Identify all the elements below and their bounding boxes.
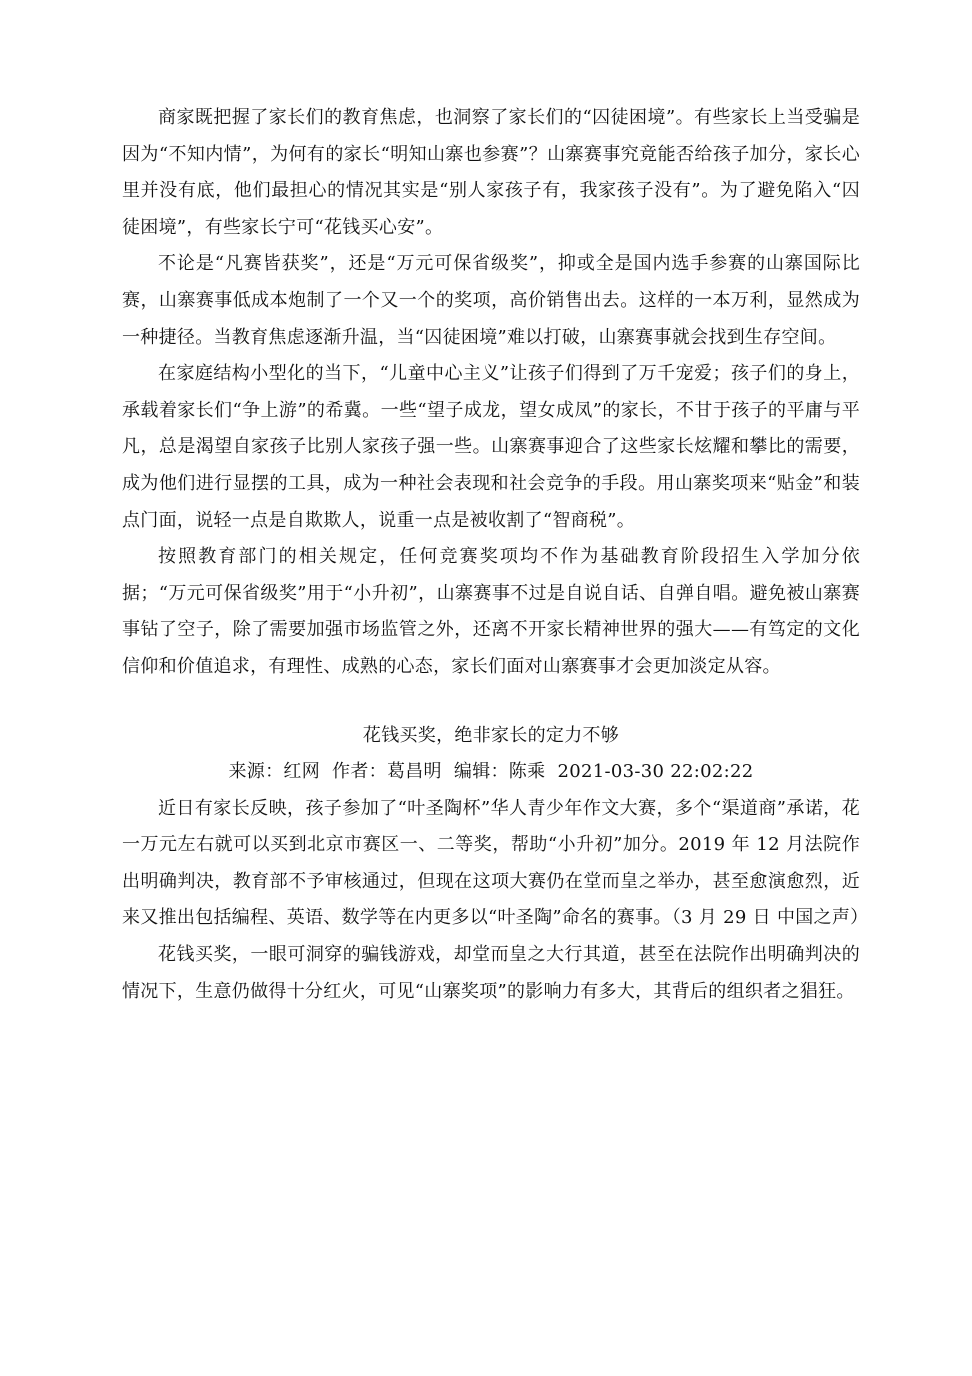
byline-sep <box>442 761 454 782</box>
byline-sep <box>545 761 557 782</box>
article-continuation <box>122 100 860 686</box>
section-gap <box>122 686 860 718</box>
paragraph-1: 商家既把握了家长们的教育焦虑，也洞察了家长们的“囚徒困境”。有些家长上当受骗是因为“不知内情”，为何有的家长“明知山寨也参赛”？山寨赛事究竟能否给孩子加分，家长心里并没有底，他们最担心的情况其实是“别人家孩子有，我家孩子没有”。为了避免陷入“囚徒困境”，有些家长宁可“花钱买心安”。 <box>122 107 860 238</box>
article-title: 花钱买奖，绝非家长的定力不够 <box>362 724 620 746</box>
byline-datetime: 2021-03-30 22:02:22 <box>557 761 754 783</box>
byline-editor: 编辑：陈乘 <box>453 761 546 783</box>
document-body <box>122 100 869 1010</box>
paragraph-2: 不论是“凡赛皆获奖”，还是“万元可保省级奖”，抑或全是国内选手参赛的山寨国际比赛，山寨赛事低成本炮制了一个又一个的奖项，高价销售出去。这样的一本万利，显然成为一种捷径。当教育焦虑逐渐升温，当“囚徒困境”难以打破，山寨赛事就会找到生存空间。 <box>122 253 860 348</box>
paragraph-6: 花钱买奖，一眼可洞穿的骗钱游戏，却堂而皇之大行其道，甚至在法院作出明确判决的情况下，生意仍做得十分红火，可见“山寨奖项”的影响力有多大，其背后的组织者之猖狂。 <box>122 944 860 1002</box>
byline-source: 来源：红网 <box>228 761 320 783</box>
paragraph-5: 近日有家长反映，孩子参加了“叶圣陶杯”华人青少年作文大赛，多个“渠道商”承诺，花一万元左右就可以买到北京市赛区一、二等奖，帮助“小升初”加分。2019 年 12 月法院作出明确判决，教育部不予审核通过，但现在这项大赛仍在堂而皇之举办，甚至愈演愈烈，近来又推出包括编程、英语、数学等在内更多以“叶圣陶”命名的赛事。（3 月 29 日 中国之声） <box>122 797 869 929</box>
byline-sep <box>320 761 332 782</box>
paragraph-3: 在家庭结构小型化的当下，“儿童中心主义”让孩子们得到了万千宠爱；孩子们的身上，承载着家长们“争上游”的希冀。一些“望子成龙，望女成凤”的家长，不甘于孩子的平庸与平凡，总是渴望自家孩子比别人家孩子强一些。山寨赛事迎合了这些家长炫耀和攀比的需要，成为他们进行显摆的工具，成为一种社会表现和社会竞争的手段。用山寨奖项来“贴金”和装点门面，说轻一点是自欺欺人，说重一点是被收割了“智商税”。 <box>122 363 860 531</box>
paragraph-4: 按照教育部门的相关规定，任何竞赛奖项均不作为基础教育阶段招生入学加分依据；“万元可保省级奖”用于“小升初”，山寨赛事不过是自说自话、自弹自唱。避免被山寨赛事钻了空子，除了需要加强市场监管之外，还离不开家长精神世界的强大——有笃定的文化信仰和价值追求，有理性、成熟的心态，家长们面对山寨赛事才会更加淡定从容。 <box>122 546 860 677</box>
byline-author: 作者：葛昌明 <box>332 761 442 783</box>
byline <box>122 754 860 791</box>
second-article <box>122 718 869 1011</box>
